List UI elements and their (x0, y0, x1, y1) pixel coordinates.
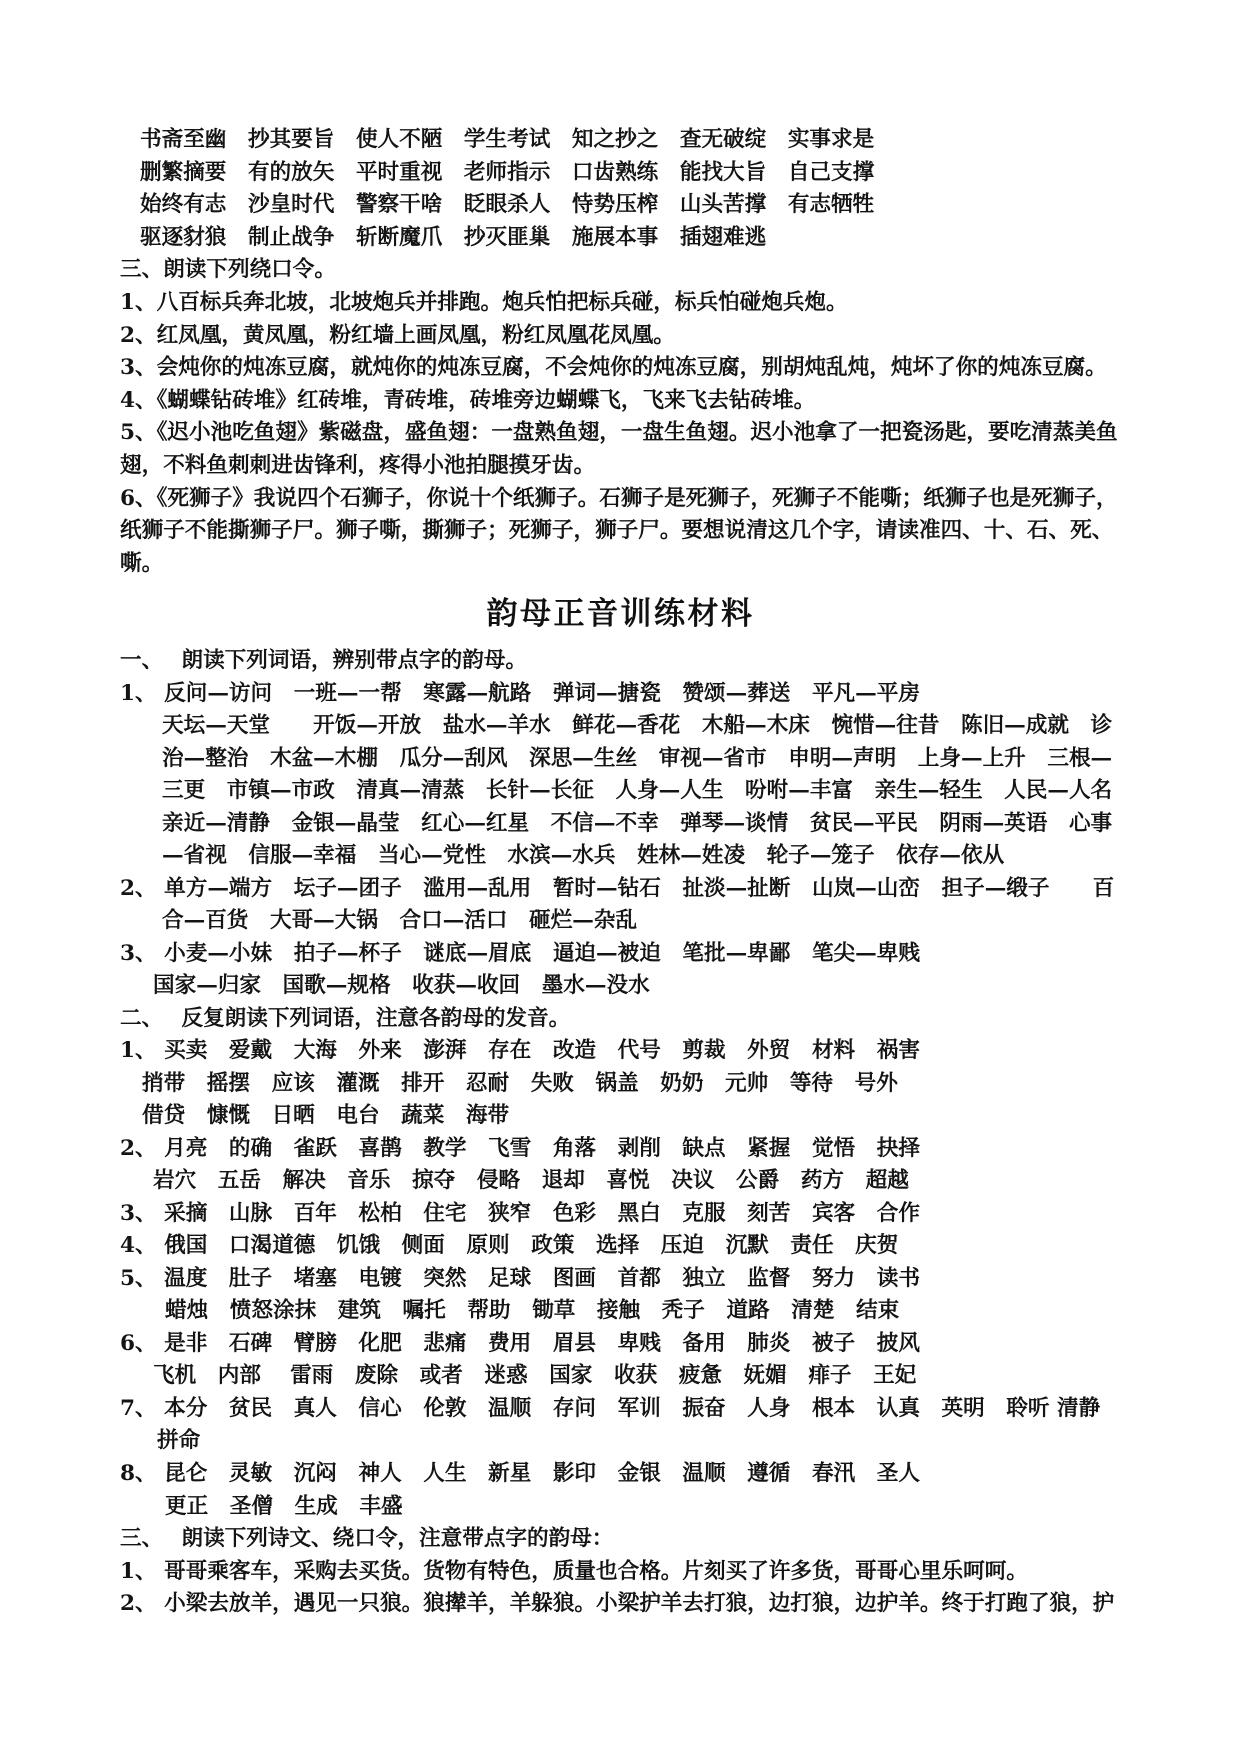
section-heading: 三、 朗读下列诗文、绕口令，注意带点字的韵母： (120, 1526, 614, 1551)
word-row: 书斋至幽 抄其要旨 使人不陋 学生考试 知之抄之 查无破绽 实事求是 (140, 127, 875, 152)
word-pair-line: 3、 小麦—小妹 拍子—杯子 谜底—眉底 逼迫—被迫 笔批—卑鄙 笔尖—卑贱 (120, 941, 920, 966)
tongue-twister-line: 2、红凤凰，黄凤凰，粉红墙上画凤凰，粉红凤凰花凤凰。 (120, 323, 675, 348)
tongue-twister-line: 3、会炖你的炖冻豆腐，就炖你的炖冻豆腐，不会炖你的炖冻豆腐，别胡炖乱炖，炖坏了你的炖冻豆腐。 (120, 355, 1107, 380)
tongue-twister-line: 纸狮子不能撕狮子尸。狮子嘶，撕狮子；死狮子，狮子尸。要想说清这几个字，请读准四、十、石、死、 (120, 518, 1114, 543)
word-pair-line: 1、 反问—访问 一班—一帮 寒露—航路 弹词—搪瓷 赞颂—葬送 平凡—平房 (120, 681, 920, 706)
tongue-twister-line: 4、《蝴蝶钻砖堆》红砖堆，青砖堆，砖堆旁边蝴蝶飞，飞来飞去钻砖堆。 (120, 388, 816, 413)
word-list-line: 3、 采摘 山脉 百年 松柏 住宅 狭窄 色彩 黑白 克服 刻苦 宾客 合作 (120, 1201, 920, 1226)
poem-line: 2、 小梁去放羊，遇见一只狼。狼撵羊，羊躲狼。小梁护羊去打狼，边打狼，边护羊。终于打跑了狼，护 (120, 1591, 1115, 1616)
word-list-line: 7、 本分 贫民 真人 信心 伦敦 温顺 存问 军训 振奋 人身 根本 认真 英明 聆听 清静 (120, 1396, 1101, 1421)
word-pair-line: —省视 信服—幸福 当心—党性 水滨—水兵 姓林—姓凌 轮子—笼子 依存—依从 (162, 843, 1005, 868)
word-list-line: 借贷 慷慨 日晒 电台 蔬菜 海带 (142, 1103, 510, 1128)
word-list-line: 4、 俄国 口渴道德 饥饿 侧面 原则 政策 选择 压迫 沉默 责任 庆贺 (120, 1233, 899, 1258)
section-heading: 三、朗读下列绕口令。 (120, 257, 336, 282)
word-list-line: 蜡烛 愤怒涂抹 建筑 嘱托 帮助 锄草 接触 秃子 道路 清楚 结束 (165, 1298, 900, 1323)
word-row: 始终有志 沙皇时代 警察干啥 眨眼杀人 恃势压榨 山头苦撑 有志牺牲 (140, 192, 875, 217)
word-pair-line: 亲近—清静 金银—晶莹 红心—红星 不信—不幸 弹琴—谈情 贫民—平民 阴雨—英语 心事 (162, 811, 1113, 836)
tongue-twister-line: 5、《迟小池吃鱼翅》紫磁盘，盛鱼翅：一盘熟鱼翅，一盘生鱼翅。迟小池拿了一把瓷汤匙，要吃清蒸美鱼 (120, 420, 1118, 445)
word-row: 驱逐豺狼 制止战争 斩断魔爪 抄灭匪巢 施展本事 插翅难逃 (140, 225, 767, 250)
section-heading: 二、 反复朗读下列词语，注意各韵母的发音。 (120, 1006, 571, 1031)
word-list-line: 捎带 摇摆 应该 灌溉 排开 忍耐 失败 锅盖 奶奶 元帅 等待 号外 (142, 1071, 898, 1096)
word-list-line: 岩穴 五岳 解决 音乐 掠夺 侵略 退却 喜悦 决议 公爵 药方 超越 (153, 1168, 909, 1193)
page-title: 韵母正音训练材料 (486, 596, 755, 632)
word-list-line: 飞机 内部 雷雨 废除 或者 迷惑 国家 收获 疲惫 妩媚 痱子 王妃 (153, 1363, 917, 1388)
section-heading: 一、 朗读下列词语，辨别带点字的韵母。 (120, 648, 528, 673)
word-pair-line: 国家—归家 国歌—规格 收获—收回 墨水—没水 (153, 973, 650, 998)
word-list-line: 拼命 (157, 1428, 201, 1453)
word-row: 删繁摘要 有的放矢 平时重视 老师指示 口齿熟练 能找大旨 自己支撑 (140, 160, 875, 185)
tongue-twister-line: 嘶。 (120, 551, 164, 576)
tongue-twister-line: 1、八百标兵奔北坡，北坡炮兵并排跑。炮兵怕把标兵碰，标兵怕碰炮兵炮。 (120, 290, 848, 315)
word-pair-line: 合—百货 大哥—大锅 合口—活口 砸烂—杂乱 (162, 908, 638, 933)
word-pair-line: 天坛—天堂 开饭—开放 盐水—羊水 鲜花—香花 木船—木床 惋惜—往昔 陈旧—成就 诊 (162, 713, 1113, 738)
word-list-line: 1、 买卖 爱戴 大海 外来 澎湃 存在 改造 代号 剪裁 外贸 材料 祸害 (120, 1038, 920, 1063)
word-list-line: 更正 圣僧 生成 丰盛 (165, 1494, 403, 1519)
word-pair-line: 三更 市镇—市政 清真—清蒸 长针—长征 人身—人生 吩咐—丰富 亲生—轻生 人民—人名 (162, 778, 1113, 803)
word-list-line: 2、 月亮 的确 雀跃 喜鹊 教学 飞雪 角落 剥削 缺点 紧握 觉悟 抉择 (120, 1136, 920, 1161)
word-pair-line: 治—整治 木盆—木棚 瓜分—刮风 深思—生丝 审视—省市 申明—声明 上身—上升 三根— (162, 746, 1113, 771)
word-list-line: 8、 昆仑 灵敏 沉闷 神人 人生 新星 影印 金银 温顺 遵循 春汛 圣人 (120, 1461, 920, 1486)
poem-line: 1、 哥哥乘客车，采购去买货。货物有特色，质量也合格。片刻买了许多货，哥哥心里乐呵呵。 (120, 1559, 1028, 1584)
word-list-line: 6、 是非 石碑 臂膀 化肥 悲痛 费用 眉县 卑贱 备用 肺炎 被子 披风 (120, 1331, 920, 1356)
tongue-twister-line: 翅，不料鱼刺刺进齿锋利，疼得小池拍腿摸牙齿。 (120, 453, 596, 478)
word-list-line: 5、 温度 肚子 堵塞 电镀 突然 足球 图画 首都 独立 监督 努力 读书 (120, 1266, 920, 1291)
word-pair-line: 2、 单方—端方 坛子—团子 滥用—乱用 暂时—钻石 扯淡—扯断 山岚—山峦 担子—缎子 百 (120, 876, 1115, 901)
tongue-twister-line: 6、《死狮子》我说四个石狮子，你说十个纸狮子。石狮子是死狮子，死狮子不能嘶；纸狮子也是死狮子， (120, 486, 1118, 511)
